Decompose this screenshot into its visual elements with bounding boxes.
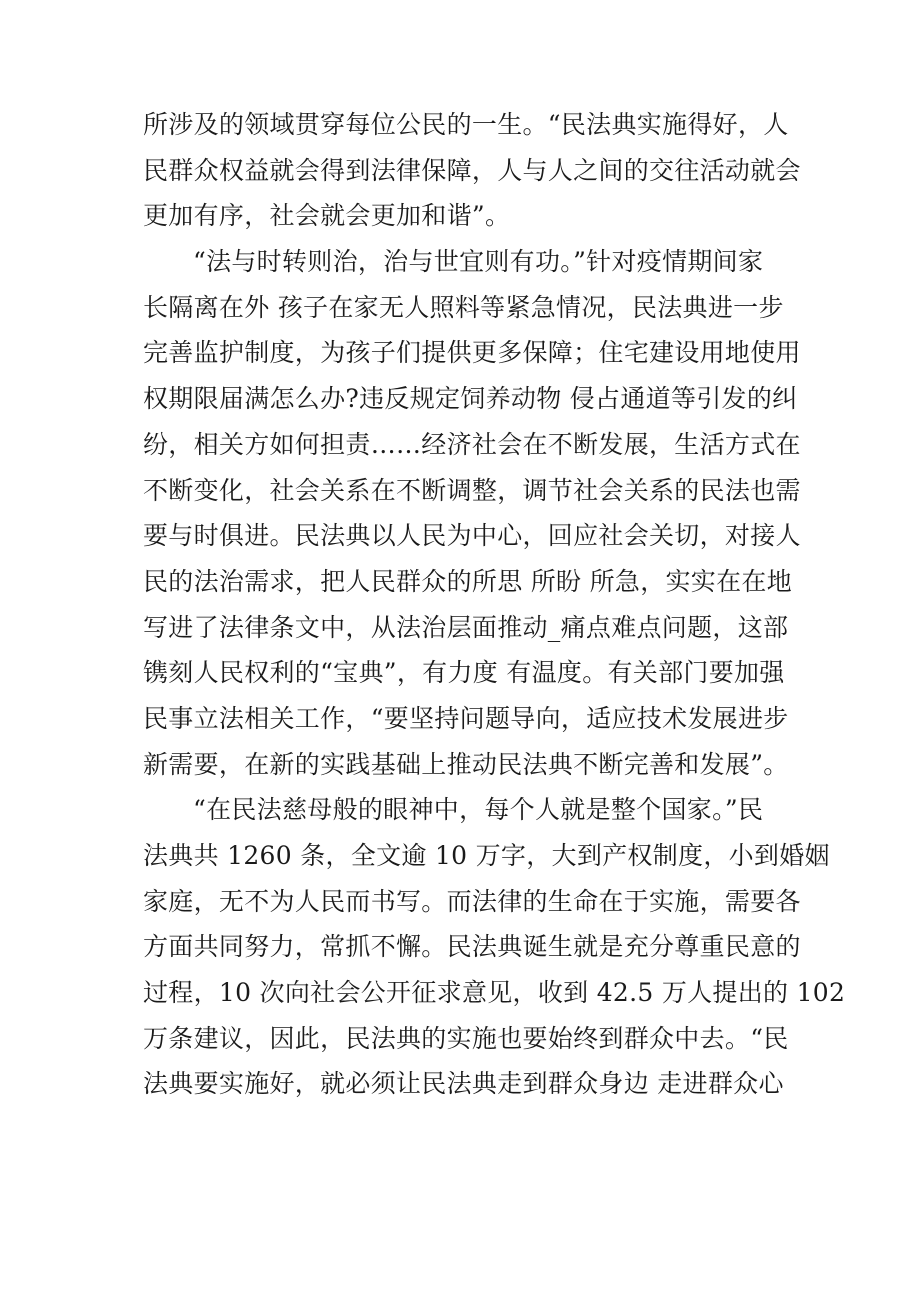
- text-line: 法典要实施好，就必须让民法典走到群众身边 走进群众心: [143, 1069, 784, 1099]
- text-line: 纷，相关方如何担责……经济社会在不断发展，生活方式在: [143, 429, 801, 459]
- text-line: 新需要，在新的实践基础上推动民法典不断完善和发展”。: [143, 749, 789, 779]
- text-line: 长隔离在外 孩子在家无人照料等紧急情况，民法典进一步: [143, 292, 784, 322]
- text-line: 写进了法律条文中，从法治层面推动_痛点难点问题，这部: [143, 612, 789, 642]
- text-line: 不断变化，社会关系在不断调整，调节社会关系的民法也需: [143, 475, 801, 505]
- text-line: 要与时俱进。民法典以人民为中心，回应社会关切，对接人: [143, 521, 801, 551]
- text-line: 家庭，无不为人民而书写。而法律的生命在于实施，需要各: [143, 886, 801, 916]
- text-line: 更加有序，社会就会更加和谐”。: [143, 201, 511, 231]
- paragraph-start-line: “法与时转则治，治与世宜则有功。”针对疫情期间家: [193, 247, 764, 277]
- text-line: 所涉及的领域贯穿每位公民的一生。“民法典实施得好，人: [143, 110, 789, 139]
- text-line: 完善监护制度，为孩子们提供更多保障；住宅建设用地使用: [143, 338, 801, 368]
- text-line: 权期限届满怎么办?违反规定饲养动物 侵占通道等引发的纠: [143, 384, 798, 414]
- paragraph-start-line: “在民法慈母般的眼神中，每个人就是整个国家。”民: [193, 795, 764, 825]
- text-line: 民的法治需求，把人民群众的所思 所盼 所急，实实在在地: [143, 566, 792, 596]
- text-line: 法典共 1260 条，全文逾 10 万字，大到产权制度，小到婚姻: [143, 841, 830, 870]
- text-line: 过程，10 次向社会公开征求意见，收到 42.5 万人提出的 102: [143, 978, 846, 1008]
- body-text: [143, 102, 846, 1107]
- text-line: 镌刻人民权利的“宝典”，有力度 有温度。有关部门要加强: [143, 658, 785, 688]
- text-line: 民群众权益就会得到法律保障，人与人之间的交往活动就会: [143, 155, 801, 185]
- text-line: 方面共同努力，常抓不懈。民法典诞生就是充分尊重民意的: [143, 932, 801, 962]
- text-line: 民事立法相关工作，“要坚持问题导向，适应技术发展进步: [143, 703, 789, 733]
- text-line: 万条建议，因此，民法典的实施也要始终到群众中去。“民: [143, 1023, 789, 1053]
